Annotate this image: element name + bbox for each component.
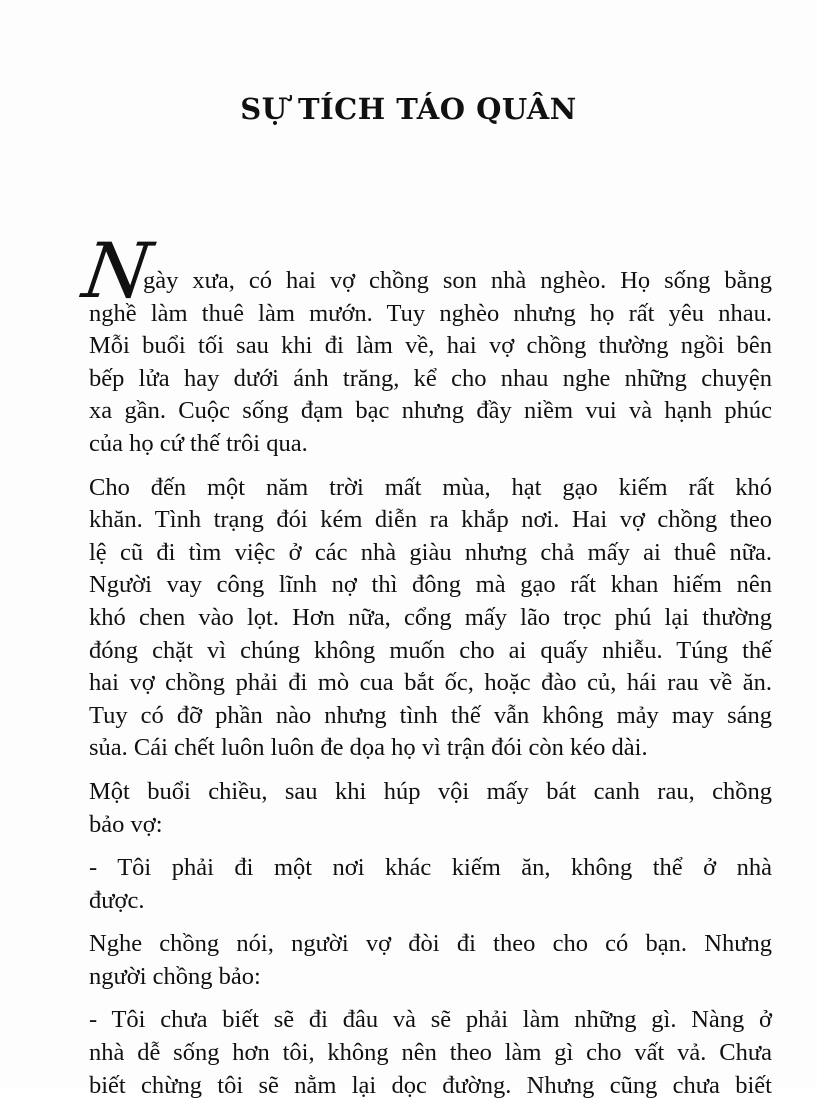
text-line: khăn. Tình trạng đói kém diễn ra khắp nơi. Hai vợ chồng theo — [89, 506, 772, 534]
text-line: Tuy có đỡ phần nào nhưng tình thế vẫn không mảy may sáng — [89, 701, 772, 729]
text-line: Cho đến một năm trời mất mùa, hạt gạo kiếm rất khó — [89, 473, 772, 501]
text-line: lệ cũ đi tìm việc ở các nhà giàu nhưng chả mấy ai thuê nữa. — [89, 538, 772, 566]
text-line: nghề làm thuê làm mướn. Tuy nghèo nhưng họ rất yêu nhau. — [89, 299, 772, 327]
paragraph-5 — [89, 928, 772, 993]
text-line: hai vợ chồng phải đi mò cua bắt ốc, hoặc đào củ, hái rau về ăn. — [89, 669, 772, 697]
drop-cap: N — [77, 226, 157, 315]
text-line: sủa. Cái chết luôn luôn đe dọa họ vì trận đói còn kéo dài. — [89, 734, 648, 762]
text-line: xa gần. Cuộc sống đạm bạc nhưng đầy niềm vui và hạnh phúc — [89, 397, 772, 425]
text-line: được. — [89, 886, 145, 914]
text-line: bảo vợ: — [89, 810, 163, 838]
paragraph-4 — [89, 852, 772, 917]
text-line: Người vay công lĩnh nợ thì đông mà gạo rất khan hiếm nên — [89, 571, 772, 599]
text-line: bếp lửa hay dưới ánh trăng, kể cho nhau nghe những chuyện — [89, 364, 772, 392]
text-line: đóng chặt vì chúng không muốn cho ai quấy nhiễu. Túng thế — [89, 636, 772, 664]
text-line: - Tôi phải đi một nơi khác kiếm ăn, không thể ở nhà — [89, 854, 772, 882]
story-body — [77, 226, 772, 1113]
paragraph-3 — [89, 776, 772, 841]
text-line: gày xưa, có hai vợ chồng son nhà nghèo. Họ sống bằng — [143, 267, 772, 294]
text-line: Một buổi chiều, sau khi húp vội mấy bát canh rau, chồng — [89, 777, 772, 805]
story-title: SỰ TÍCH TÁO QUÂN — [240, 92, 577, 126]
text-line: của họ cứ thế trôi qua. — [89, 429, 308, 457]
text-line: khó chen vào lọt. Hơn nữa, cổng mấy lão trọc phú lại thường — [89, 603, 772, 631]
text-line: Mỗi buổi tối sau khi đi làm về, hai vợ chồng thường ngồi bên — [89, 332, 772, 360]
paragraph-2 — [89, 472, 772, 765]
paragraph-1 — [77, 226, 772, 461]
paragraph-6 — [89, 1004, 772, 1102]
text-line: người chồng bảo: — [89, 962, 261, 990]
text-line: - Tôi chưa biết sẽ đi đâu và sẽ phải làm những gì. Nàng ở — [89, 1006, 772, 1034]
text-line: nhà dễ sống hơn tôi, không nên theo làm gì cho vất vả. Chưa — [89, 1039, 772, 1067]
text-line: Nghe chồng nói, người vợ đòi đi theo cho có bạn. Nhưng — [89, 930, 772, 958]
text-line: biết chừng tôi sẽ nằm lại dọc đường. Nhưng cũng chưa biết — [89, 1071, 772, 1099]
